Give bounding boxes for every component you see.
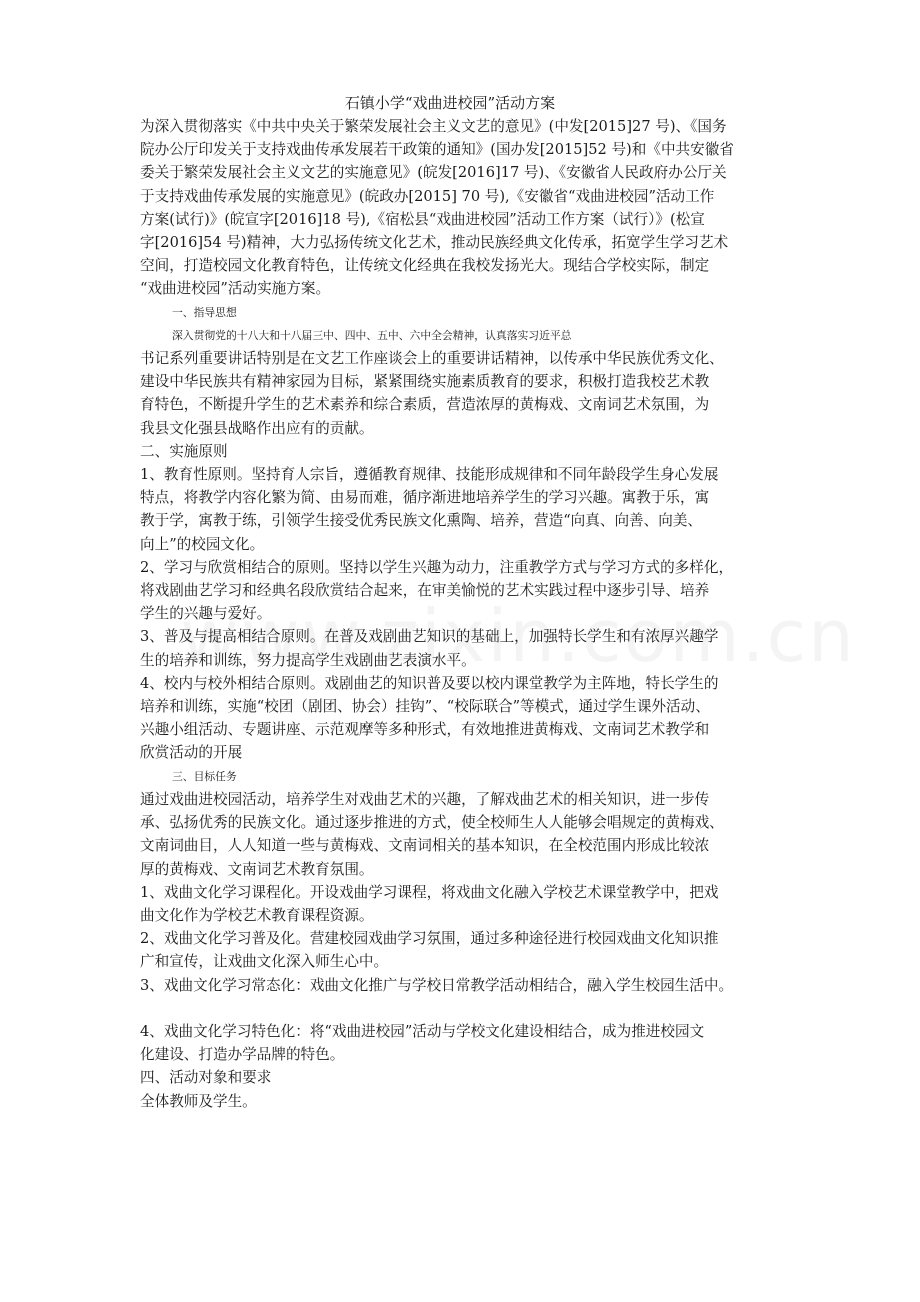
paragraph-line: 将戏剧曲艺学习和经典名段欣赏结合起来，在审美愉悦的艺术实践过程中逐步引导、培养 (140, 582, 710, 600)
paragraph-line: 2、学习与欣赏相结合的原则。坚持以学生兴趣为动力，注重教学方式与学习方式的多样化， (140, 558, 734, 576)
document-body (140, 91, 800, 1113)
paragraph-line: 三、目标任务 (172, 769, 237, 783)
paragraph-line: 我县文化强县战略作出应有的贡献。 (140, 419, 374, 437)
paragraph-line: “戏曲进校园”活动实施方案。 (140, 280, 331, 298)
paragraph-line: 空间，打造校园文化教育特色，让传统文化经典在我校发扬光大。现结合学校实际，制定 (140, 257, 710, 275)
paragraph-line: 特点，将教学内容化繁为简、由易而难，循序渐进地培养学生的学习兴趣。寓教于乐，寓 (140, 489, 710, 507)
paragraph-line: 欣赏活动的开展 (140, 744, 243, 762)
paragraph-line: 于支持戏曲传承发展的实施意见》(皖政办[2015] 70 号),《安徽省“戏曲进校园”活动工作 (140, 187, 715, 205)
paragraph-line: 委关于繁荣发展社会主义文艺的实施意见》(皖发[2016]17 号)、《安徽省人民政府办公厅关 (140, 164, 727, 182)
paragraph-line: 学生的兴趣与爱好。 (140, 605, 272, 623)
paragraph-line: 曲文化作为学校艺术教育课程资源。 (140, 906, 374, 924)
paragraph-line: 全体教师及学生。 (140, 1092, 257, 1110)
paragraph-line: 1、戏曲文化学习课程化。开设戏曲学习课程，将戏曲文化融入学校艺术课堂教学中，把戏 (140, 883, 719, 901)
paragraph-line: 文南词曲目，人人知道一些与黄梅戏、文南词相关的基本知识，在全校范围内形成比较浓 (140, 837, 710, 855)
paragraph-line: 方案(试行)》(皖宣字[2016]18 号),《宿松县“戏曲进校园”活动工作方案（试行）》(松宣 (140, 210, 705, 228)
paragraph-line: 3、普及与提高相结合原则。在普及戏剧曲艺知识的基础上，加强特长学生和有浓厚兴趣学 (140, 628, 719, 646)
paragraph-line: 育特色，不断提升学生的艺术素养和综合素质，营造浓厚的黄梅戏、文南词艺术氛围，为 (140, 396, 710, 414)
paragraph-line: 字[2016]54 号)精神，大力弘扬传统文化艺术，推动民族经典文化传承，拓宽学生学习艺术 (140, 234, 729, 252)
paragraph-line: 教于学，寓教于练，引领学生接受优秀民族文化熏陶、培养，营造“向真、向善、向美、 (140, 512, 703, 530)
paragraph-line: 建设中华民族共有精神家园为目标，紧紧围绕实施素质教育的要求，积极打造我校艺术教 (140, 373, 710, 391)
paragraph-line: 二、实施原则 (140, 442, 228, 460)
paragraph-line: 四、活动对象和要求 (140, 1069, 272, 1087)
paragraph-line: 书记系列重要讲话特别是在文艺工作座谈会上的重要讲话精神，以传承中华民族优秀文化、 (140, 350, 724, 368)
paragraph-line: 4、戏曲文化学习特色化：将“戏曲进校园”活动与学校文化建设相结合，成为推进校园文 (140, 1022, 705, 1040)
paragraph-line: 深入贯彻党的十八大和十八届三中、四中、五中、六中全会精神，认真落实习近平总 (172, 328, 572, 342)
paragraph-line: 3、戏曲文化学习常态化：戏曲文化推广与学校日常教学活动相结合，融入学生校园生活中。 (140, 976, 734, 994)
paragraph-line: 向上”的校园文化。 (140, 535, 265, 553)
paragraph-line: 4、校内与校外相结合原则。戏剧曲艺的知识普及要以校内课堂教学为主阵地，特长学生的 (140, 674, 719, 692)
paragraph-line: 通过戏曲进校园活动，培养学生对戏曲艺术的兴趣，了解戏曲艺术的相关知识，进一步传 (140, 790, 710, 808)
blank-line (140, 997, 800, 1020)
paragraph-line: 生的培养和训练，努力提高学生戏剧曲艺表演水平。 (140, 651, 476, 669)
paragraph-line: 化建设、打造办学品牌的特色。 (140, 1046, 345, 1064)
paragraph-line: 兴趣小组活动、专题讲座、示范观摩等多种形式，有效地推进黄梅戏、文南词艺术教学和 (140, 721, 710, 739)
document-lines (140, 115, 800, 1113)
paragraph-line: 为深入贯彻落实《中共中央关于繁荣发展社会主义文艺的意见》(中发[2015]27 号)、《国务 (140, 118, 727, 135)
paragraph-line: 2、戏曲文化学习普及化。营建校园戏曲学习氛围，通过多种途径进行校园戏曲文化知识推 (140, 930, 719, 948)
paragraph-line: 院办公厅印发关于支持戏曲传承发展若干政策的通知》(国办发[2015]52 号)和《中共安徽省 (140, 141, 734, 159)
document-title: 石镇小学“戏曲进校园”活动方案 (344, 94, 556, 112)
paragraph-line: 厚的黄梅戏、文南词艺术教育氛围。 (140, 860, 374, 878)
paragraph-line: 1、教育性原则。坚持育人宗旨，遵循教育规律、技能形成规律和不同年龄段学生身心发展 (140, 466, 719, 484)
paragraph-line: 承、弘扬优秀的民族文化。通过逐步推进的方式，使全校师生人人能够会唱规定的黄梅戏、 (140, 814, 724, 832)
paragraph-line: 培养和训练，实施“校团（剧团、协会）挂钩”、“校际联合”等模式，通过学生课外活动、 (140, 698, 710, 716)
paragraph-line: 一、指导思想 (172, 305, 237, 319)
paragraph-line: 广和宣传，让戏曲文化深入师生心中。 (140, 953, 389, 971)
